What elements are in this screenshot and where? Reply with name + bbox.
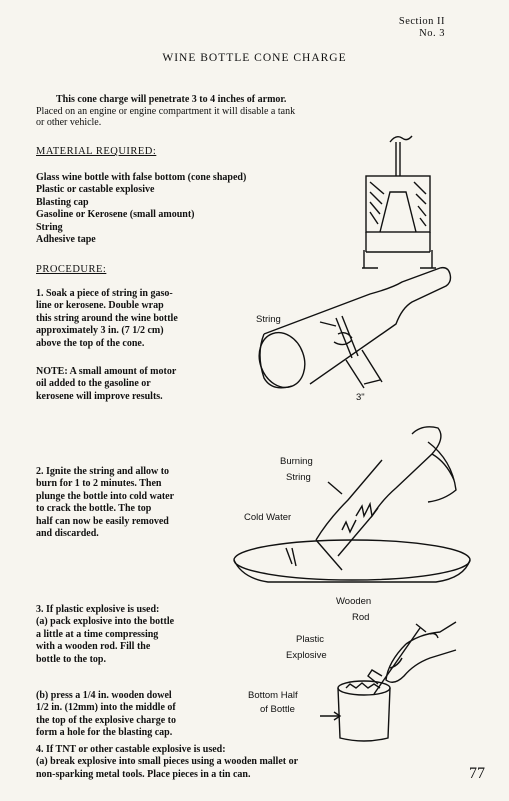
- step-line: bottle to the top.: [36, 653, 106, 665]
- intro-line: or other vehicle.: [36, 117, 102, 128]
- cold-water-label: Cold Water: [244, 512, 292, 523]
- step-line: plunge the bottle into cold water: [36, 490, 175, 502]
- step-line: half can now be easily removed: [36, 515, 169, 527]
- step-line: 2. Ignite the string and allow to: [36, 466, 170, 477]
- list-item: Gasoline or Kerosene (small amount): [36, 209, 195, 221]
- list-item: String: [36, 221, 63, 233]
- page-number: 77: [469, 764, 485, 782]
- step-2: [36, 466, 174, 540]
- step-line: burn for 1 to 2 minutes. Then: [36, 478, 162, 490]
- procedure-heading: PROCEDURE:: [36, 264, 107, 275]
- of-bottle-label: of Bottle: [260, 704, 295, 715]
- note-line: kerosene will improve results.: [36, 390, 163, 402]
- list-item: Adhesive tape: [36, 234, 96, 246]
- step-line: 4. If TNT or other castable explosive is used:: [36, 744, 226, 755]
- list-item: Glass wine bottle with false bottom (cone shaped): [36, 172, 247, 183]
- note-line: NOTE: A small amount of motor: [36, 366, 177, 377]
- step-line: line or kerosene. Double wrap: [36, 300, 164, 312]
- wooden-label: Wooden: [336, 596, 372, 607]
- cold-water-diagram: [232, 420, 477, 588]
- step-line: form a hole for the blasting cap.: [36, 727, 173, 739]
- step-3: [36, 604, 174, 666]
- intro-paragraph: [36, 94, 456, 129]
- step-line: this string around the wine bottle: [36, 312, 178, 324]
- step-line: non-sparking metal tools. Place pieces in a tin can.: [36, 768, 251, 780]
- step-1: [36, 288, 178, 350]
- step-line: 1. Soak a piece of string in gaso-: [36, 288, 173, 299]
- step-line: (b) press a 1/4 in. wooden dowel: [36, 690, 172, 701]
- rod-label: Rod: [352, 612, 370, 623]
- step-3b: [36, 690, 176, 740]
- intro-line: This cone charge will penetrate 3 to 4 inches of armor.: [56, 94, 287, 105]
- bottom-half-label: Bottom Half: [248, 690, 298, 701]
- step-line: 1/2 in. (12mm) into the middle of: [36, 702, 176, 714]
- step-line: a little at a time compressing: [36, 628, 159, 640]
- list-item: Plastic or castable explosive: [36, 184, 155, 196]
- note: [36, 366, 176, 403]
- burning-string-label: String: [286, 472, 311, 483]
- cone-charge-diagram: [360, 132, 440, 274]
- list-item: Blasting cap: [36, 196, 89, 208]
- step-line: approximately 3 in. (7 1/2 cm): [36, 325, 164, 337]
- material-list: [36, 172, 246, 246]
- string-label: String: [256, 314, 281, 325]
- step-line: (a) break explosive into small pieces using a wooden mallet or: [36, 756, 299, 768]
- note-line: oil added to the gasoline or: [36, 378, 151, 390]
- section-label: Section II: [398, 16, 445, 27]
- plastic-label: Plastic: [296, 634, 324, 645]
- step-line: to crack the bottle. The top: [36, 503, 152, 515]
- explosive-label: Explosive: [286, 650, 327, 661]
- step-4: [36, 744, 298, 781]
- section-header: [399, 16, 445, 40]
- step-line: and discarded.: [36, 528, 99, 540]
- page-title: WINE BOTTLE CONE CHARGE: [162, 52, 347, 64]
- intro-line: Placed on an engine or engine compartment it will disable a tank: [36, 105, 296, 117]
- three-inch-label: 3": [356, 392, 365, 403]
- material-heading: MATERIAL REQUIRED:: [36, 146, 157, 157]
- step-line: with a wooden rod. Fill the: [36, 641, 151, 653]
- packing-explosive-diagram: [310, 604, 460, 742]
- step-line: (a) pack explosive into the bottle: [36, 616, 175, 628]
- section-number: No. 3: [419, 28, 445, 40]
- burning-label: Burning: [280, 456, 313, 467]
- step-line: the top of the explosive charge to: [36, 714, 176, 726]
- step-line: 3. If plastic explosive is used:: [36, 604, 160, 615]
- step-line: above the top of the cone.: [36, 337, 145, 349]
